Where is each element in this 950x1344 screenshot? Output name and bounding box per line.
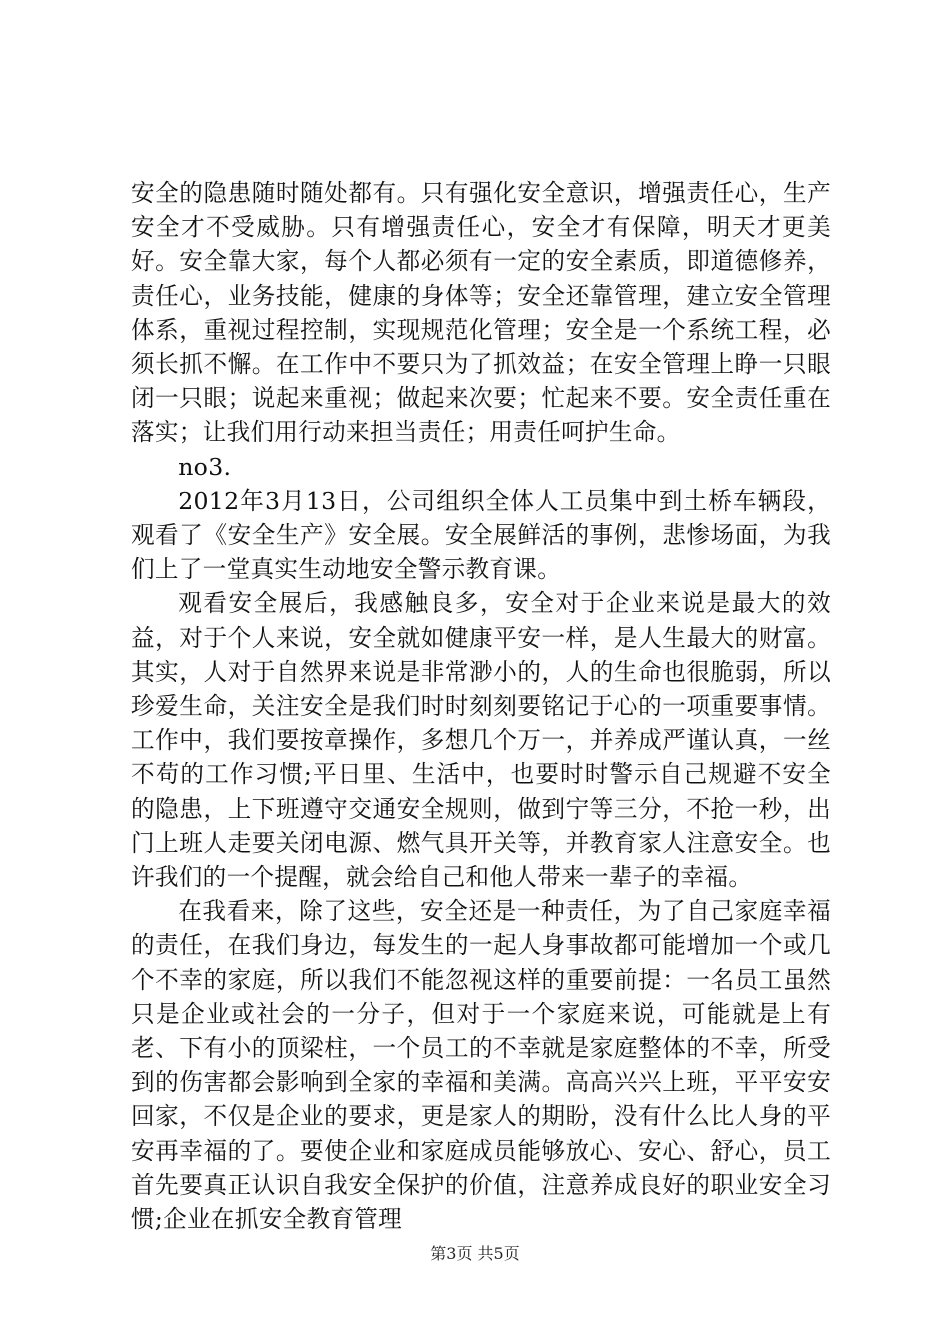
paragraph-section-marker: no3.: [178, 452, 232, 481]
paragraph-reflection: 观看安全展后，我感触良多，安全对于企业来说是最大的效益，对于个人来说，安全就如健康平安一样，是人生最大的财富。其实，人对于自然界来说是非常渺小的，人的生命也很脆弱，所以珍爱生命，关注安全是我们时时刻刻要铭记于心的一项重要事情。工作中，我们要按章操作，多想几个万一，并养成严谨认真，一丝不苟的工作习惯;平日里、生活中，也要时时警示自己规避不安全的隐患，上下班遵守交通安全规则，做到宁等三分，不抢一秒，出门上班人走要关闭电源、燃气具开关等，并教育家人注意安全。也许我们的一个提醒，就会给自己和他人带来一辈子的幸福。: [131, 589, 831, 892]
paragraph-continuation: 安全的隐患随时随处都有。只有强化安全意识，增强责任心，生产安全才不受威胁。只有增强责任心，安全才有保障，明天才更美好。安全靠大家，每个人都必须有一定的安全素质，即道德修养，责任心，业务技能，健康的身体等；安全还靠管理，建立安全管理体系，重视过程控制，实现规范化管理；安全是一个系统工程，必须长抓不懈。在工作中不要只为了抓效益；在安全管理上睁一只眼闭一只眼；说起来重视；做起来次要；忙起来不要。安全责任重在落实；让我们用行动来担当责任；用责任呵护生命。: [131, 179, 831, 447]
document-body: [131, 176, 831, 1236]
page-number-label: 第3页 共5页: [430, 1244, 520, 1263]
page-footer: [0, 1244, 950, 1264]
paragraph-responsibility: 在我看来，除了这些，安全还是一种责任，为了自己家庭幸福的责任，在我们身边，每发生的一起人身事故都可能增加一个或几个不幸的家庭，所以我们不能忽视这样的重要前提：一名员工虽然只是企业或社会的一分子，但对于一个家庭来说，可能就是上有老、下有小的顶梁柱，一个员工的不幸就是家庭整体的不幸，所受到的伤害都会影响到全家的幸福和美满。高高兴兴上班，平平安安回家，不仅是企业的要求，更是家人的期盼，没有什么比人身的平安再幸福的了。要使企业和家庭成员能够放心、安心、舒心，员工首先要真正认识自我安全保护的价值，注意养成良好的职业安全习惯;企业在抓安全教育管理: [131, 897, 831, 1234]
paragraph-exhibition-intro: 2012年3月13日，公司组织全体人工员集中到土桥车辆段，观看了《安全生产》安全展。安全展鲜活的事例，悲惨场面，为我们上了一堂真实生动地安全警示教育课。: [131, 486, 831, 584]
